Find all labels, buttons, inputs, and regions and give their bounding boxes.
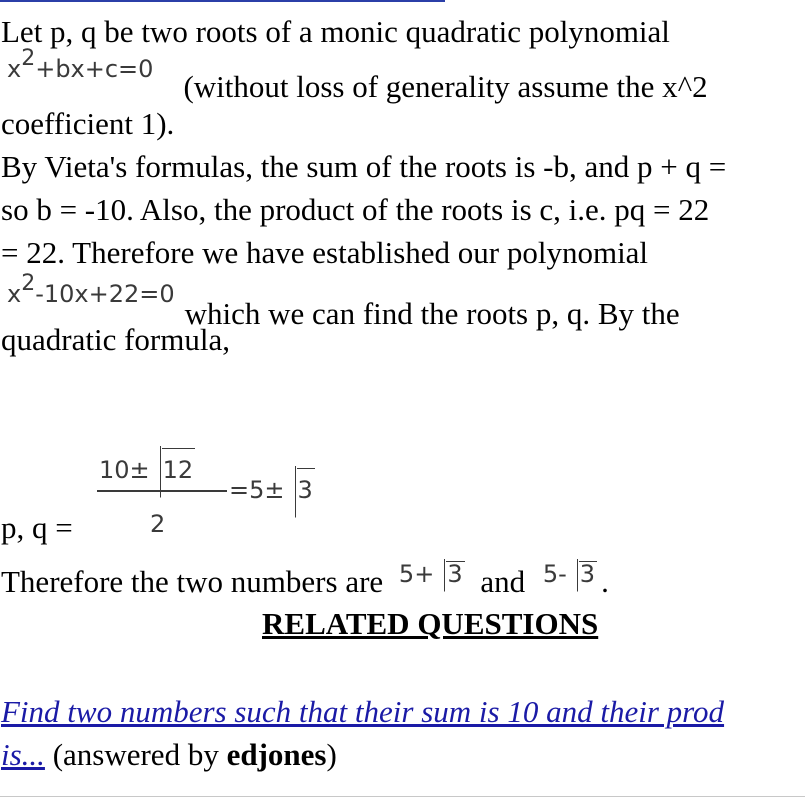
conclusion-line [1, 560, 609, 603]
vieta-line-1: By Vieta's formulas, the sum of the roots is -b, and p + q = [1, 149, 727, 184]
formula-denominator: 2 [150, 510, 166, 538]
vieta-line-5: quadratic formula, [1, 322, 230, 357]
root-minus [543, 561, 597, 586]
related-question-link[interactable]: Find two numbers such that their sum is 10 and their prod [1, 694, 725, 729]
root-text: 5- [542, 560, 567, 588]
equation-term: -10x+22=0 [35, 280, 175, 308]
intro-text: (without loss of generality assume the x^2 [183, 69, 708, 104]
intro-line-1: Let p, q be two roots of a monic quadratic polynomial [1, 14, 670, 49]
answerer-name: edjones [226, 737, 327, 772]
sqrt-symbol [434, 561, 464, 586]
top-divider [0, 0, 445, 2]
answered-by-close: ) [326, 737, 337, 772]
vieta-line-2: so b = -10. Also, the product of the roots is c, i.e. pq = 22 [1, 192, 710, 227]
intro-line-3: coefficient 1). [1, 106, 175, 141]
equation-monic [7, 46, 154, 83]
conclusion-and: and [480, 564, 526, 599]
sqrt-symbol [150, 448, 196, 492]
root-text: 5+ [398, 560, 435, 588]
equation-term: +bx+c=0 [35, 55, 154, 83]
bottom-divider [0, 796, 805, 797]
formula-label: p, q = [1, 510, 73, 545]
formula-text: 10± [99, 456, 150, 484]
radicand: 3 [447, 560, 463, 588]
related-question-item [1, 690, 724, 776]
equation-term: x [7, 280, 22, 308]
sqrt-symbol [285, 468, 315, 512]
vieta-text: which we can find the roots p, q. By the [184, 296, 680, 331]
vieta-line-3: = 22. Therefore we have established our polynomial [1, 235, 649, 270]
equation-exponent: 2 [21, 271, 36, 296]
answer-body [1, 10, 805, 361]
radicand: 12 [162, 448, 196, 492]
radicand: 3 [579, 560, 596, 588]
conclusion-text: Therefore the two numbers are [1, 564, 384, 599]
related-questions-heading: RELATED QUESTIONS [262, 606, 599, 641]
fraction-bar [97, 490, 227, 492]
conclusion-period: . [601, 564, 609, 599]
related-question-link-continued[interactable]: is... [1, 737, 45, 772]
equation-specific [7, 271, 175, 308]
formula-numerator [99, 448, 195, 492]
answered-by-label: (answered by [52, 737, 219, 772]
equation-term: x [7, 55, 22, 83]
sqrt-symbol [567, 561, 597, 586]
intro-line-2 [1, 46, 805, 105]
root-plus [399, 561, 465, 586]
radicand: 3 [297, 468, 315, 512]
formula-text: =5± [229, 476, 285, 504]
vieta-line-4 [1, 271, 805, 331]
equation-exponent: 2 [21, 46, 36, 71]
formula-result [229, 468, 315, 512]
